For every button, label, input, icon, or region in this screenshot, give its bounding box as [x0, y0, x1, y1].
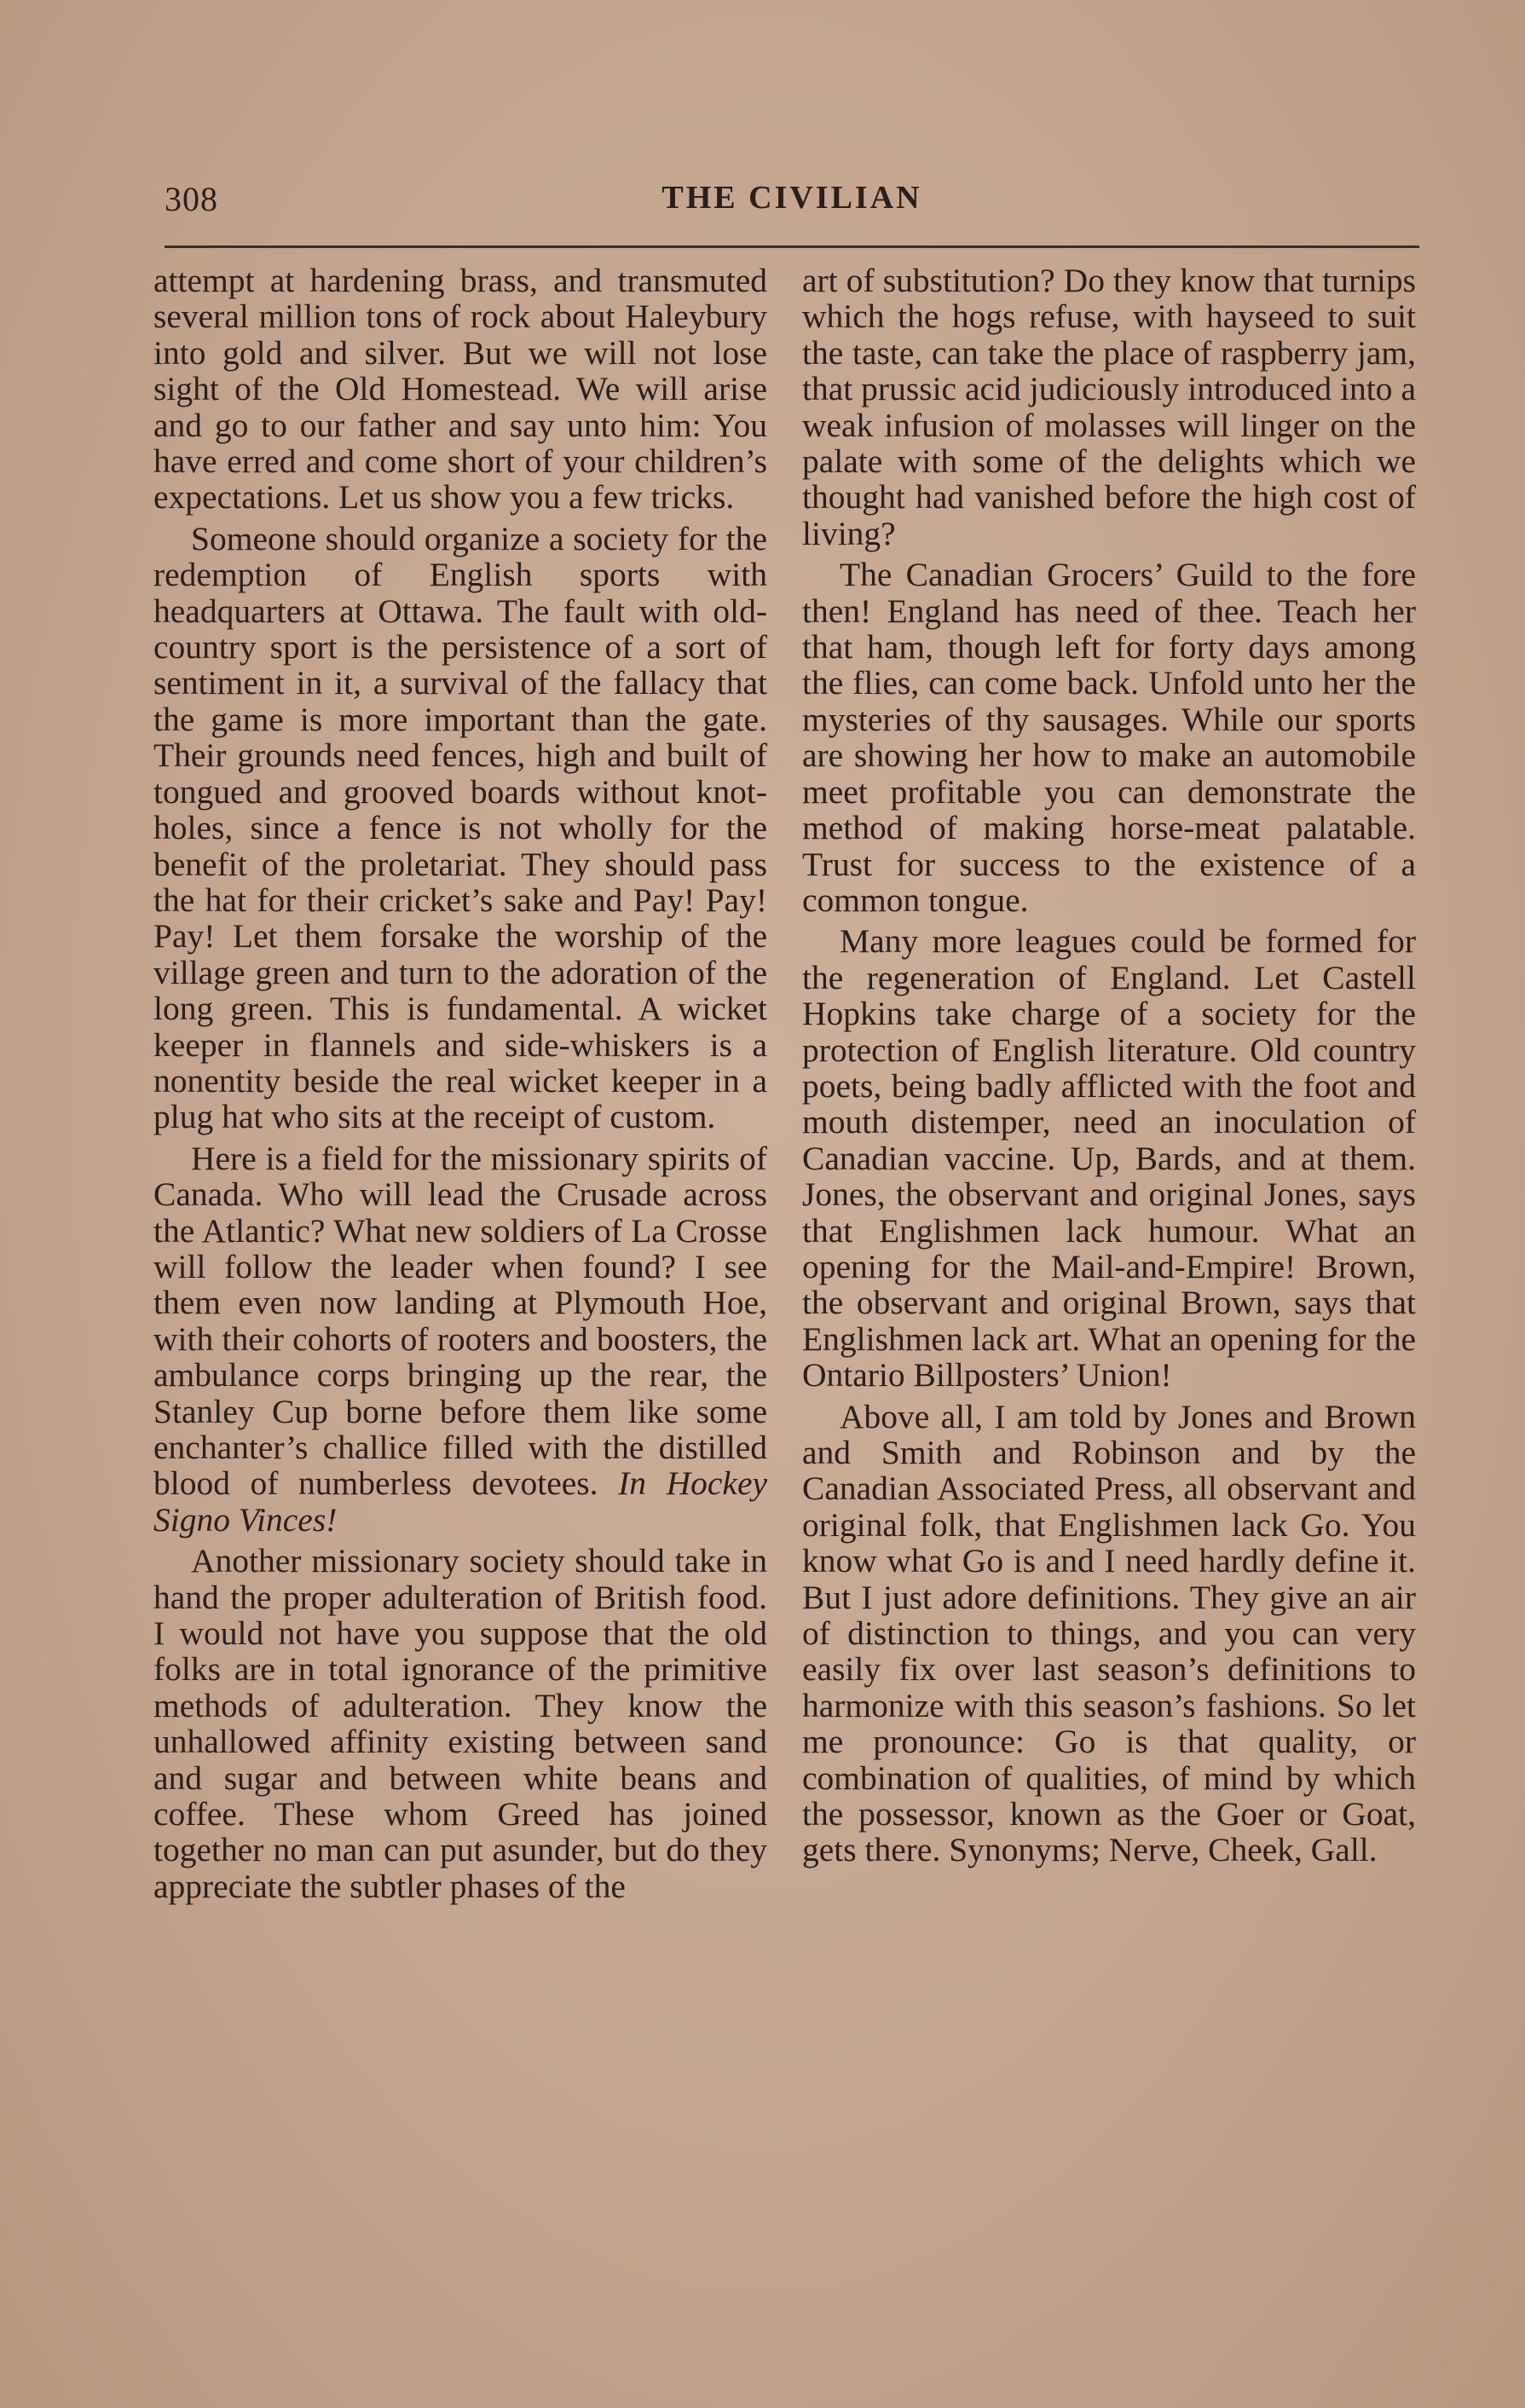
paragraph: Above all, I am told by Jones and Brown and Smith and Robinson and by the Canadian Associated Press, all observant and original folk, that Englishmen lack Go. You know what Go is and I need hardly define it. But I just adore definitions. They give an air of distinction to things, and you can very easily fix over last season’s definitions to harmonize with this season’s fashions. So let me pronounce: Go is that quality, or combination of qualities, of mind by which the possessor, known as the Goer or Goat, gets there. Synonyms; Nerve, Cheek, Gall.	[802, 1397, 1416, 1869]
page-header	[165, 179, 1419, 230]
page-number: 308	[165, 180, 218, 218]
right-column	[802, 263, 1416, 1874]
paragraph	[153, 1140, 767, 1538]
page-title: THE CIVILIAN	[661, 180, 922, 216]
paragraph: Many more leagues could be formed for the regeneration of England. Let Castell Hopkins take charge of a society for the protection of English literature. Old country poets, being badly afflicted with the foot and mouth distemper, need an inoculation of Canadian vaccine. Up, Bards, and at them. Jones, the observant and original Jones, says that Englishmen lack humour. What an opening for the Mail-and-Empire! Brown, the observant and original Brown, says that Englishmen lack art. What an opening for the Ontario Billposters’ Union!	[802, 922, 1416, 1395]
paragraph-text: Here is a field for the missionary spirits of Canada. Who will lead the Crusade across the Atlantic? What new soldiers of La Crosse will follow the leader when found? I see them even now landing at Plymouth Hoe, with their cohorts of rooters and boosters, the ambulance corps bringing up the rear, the Stanley Cup borne before them like some enchanter’s challice filled with the distilled blood of numberless devotees.	[153, 1139, 767, 1503]
paragraph: Another missionary society should take in hand the proper adulteration of British food. I would not have you suppose that the old folks are in total ignorance of the primitive methods of adulteration. They know the unhallowed affinity existing between sand and sugar and between white beans and coffee. These whom Greed has joined together no man can put asunder, but do they appreciate the subtler phases of the	[153, 1542, 767, 1905]
paragraph: art of substitution? Do they know that turnips which the hogs refuse, with hayseed to suit the taste, can take the place of raspberry jam, that prussic acid judiciously introduced into a weak infusion of molasses will linger on the palate with some of the delights which we thought had vanished before the high cost of living?	[802, 262, 1416, 552]
paragraph: The Canadian Grocers’ Guild to the fore then! England has need of thee. Teach her that ham, though left for forty days among the flies, can come back. Unfold unto her the mysteries of thy sausages. While our sports are showing her how to make an automobile meet profitable you can demonstrate the method of making horse-meat palatable. Trust for success to the existence of a common tongue.	[802, 556, 1416, 919]
italic-motto: In Hockey Signo Vinces!	[153, 1464, 768, 1539]
header-rule	[165, 245, 1419, 248]
paragraph: attempt at hardening brass, and transmuted several million tons of rock about Haleybury into gold and silver. But we will not lose sight of the Old Homestead. We will arise and go to our father and say unto him: You have erred and come short of your children’s expectations. Let us show you a few tricks.	[153, 262, 767, 517]
paragraph: Someone should organize a society for the redemption of English sports with headquarters at Ottawa. The fault with old-country sport is the persistence of a sort of sentiment in it, a survival of the fallacy that the game is more important than the gate. Their grounds need fences, high and built of tongued and grooved boards without knot-holes, since a fence is not wholly for the benefit of the proletariat. They should pass the hat for their cricket’s sake and Pay! Pay! Pay! Let them forsake the worship of the village green and turn to the adoration of the long green. This is fundamental. A wicket keeper in flannels and side-whiskers is a nonentity beside the real wicket keeper in a plug hat who sits at the receipt of custom.	[153, 519, 767, 1136]
left-column	[153, 263, 767, 1909]
